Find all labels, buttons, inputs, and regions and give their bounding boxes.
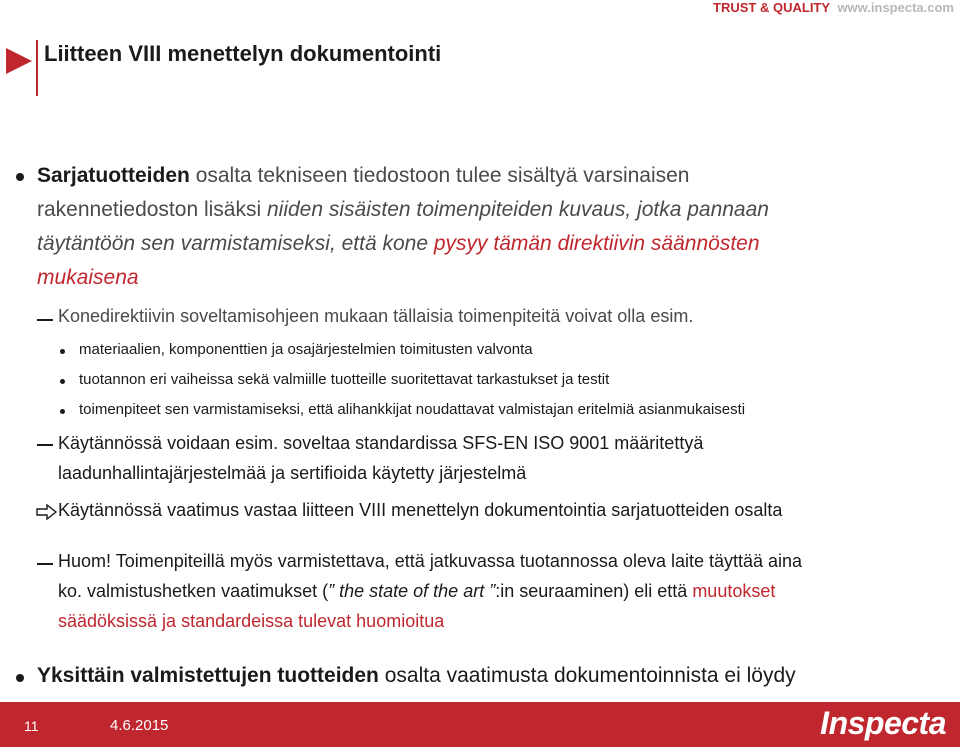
sub1-item-1: materiaalien, komponenttien ja osajärjestelmien toimitusten valvonta — [79, 341, 533, 358]
brand-tagline: TRUST & QUALITY — [713, 0, 830, 15]
sub3-line3: säädöksissä ja standardeissa tulevat huomioitua — [58, 611, 445, 631]
footer-bar — [0, 702, 960, 747]
arrow-item-text: Käytännössä vaatimus vastaa liitteen VIII menettelyn dokumentointia sarjatuotteiden osalta — [58, 500, 783, 520]
sub1-text: Konedirektiivin soveltamisohjeen mukaan tällaisia toimenpiteitä voivat olla esim. — [58, 306, 694, 326]
bullet-dot — [16, 173, 24, 181]
bullet2-line — [37, 664, 796, 688]
sub2-line2: laadunhallintajärjestelmää ja sertifioida käytetty järjestelmä — [58, 463, 527, 483]
bullet1-line1 — [37, 164, 690, 188]
footer-date: 4.6.2015 — [110, 717, 169, 734]
bullet1-line2-italic: niiden sisäisten toimenpiteiden kuvaus, jotka pannaan — [266, 198, 769, 221]
bullet1-line3 — [37, 232, 760, 256]
sub3-line2-red: muutokset — [692, 581, 776, 601]
bullet1-line2 — [37, 198, 769, 222]
sub3-line2 — [58, 581, 775, 602]
page-number: 11 — [24, 718, 39, 734]
sub1-item-3: toimenpiteet sen varmistamiseksi, että alihankkijat noudattavat valmistajan eritelmiä asianmukaisesti — [79, 401, 746, 418]
bullet1-rest: osalta tekniseen tiedostoon tulee sisältyä varsinaisen — [189, 164, 690, 187]
sub-bullet-dot — [60, 379, 65, 384]
sub-bullet-dot — [60, 409, 65, 414]
sub-bullet-dot — [60, 349, 65, 354]
sub3-line2-italic: ” the state of the art ” — [328, 581, 496, 601]
bullet2-rest: osalta vaatimusta dokumentoinnista ei löydy — [378, 664, 796, 687]
sub3-line2-b: :in seuraaminen) eli että — [495, 581, 693, 601]
page-title: Liitteen VIII menettelyn dokumentointi — [44, 41, 442, 66]
bullet2-bold: Yksittäin valmistettujen tuotteiden — [37, 664, 379, 687]
title-marker-icon — [6, 48, 32, 79]
dash-icon — [37, 319, 53, 321]
arrow-right-icon — [36, 504, 58, 525]
dash-icon — [37, 444, 53, 446]
bullet-dot — [16, 674, 24, 682]
sub2-line1: Käytännössä voidaan esim. soveltaa standardissa SFS-EN ISO 9001 määritettyä — [58, 433, 704, 453]
bullet1-line3-red: pysyy tämän direktiivin säännösten — [433, 232, 760, 255]
brand-url[interactable]: www.inspecta.com — [837, 0, 954, 15]
header-brand — [713, 0, 954, 15]
sub1-item-2: tuotannon eri vaiheissa sekä valmiille tuotteille suoritettavat tarkastukset ja testit — [79, 371, 610, 388]
sub3-line2-a: ko. valmistushetken vaatimukset ( — [58, 581, 329, 601]
title-divider — [36, 40, 38, 96]
bullet1-line2-plain: rakennetiedoston lisäksi — [37, 198, 267, 221]
inspecta-logo: Inspecta — [820, 705, 946, 741]
dash-icon — [37, 563, 53, 565]
bullet1-line4: mukaisena — [37, 266, 139, 289]
sub3-line1: Huom! Toimenpiteillä myös varmistettava, että jatkuvassa tuotannossa oleva laite täyttää aina — [58, 551, 803, 571]
bullet1-line3-italic: täytäntöön sen varmistamiseksi, että kone — [37, 232, 434, 255]
bullet1-bold: Sarjatuotteiden — [37, 164, 190, 187]
